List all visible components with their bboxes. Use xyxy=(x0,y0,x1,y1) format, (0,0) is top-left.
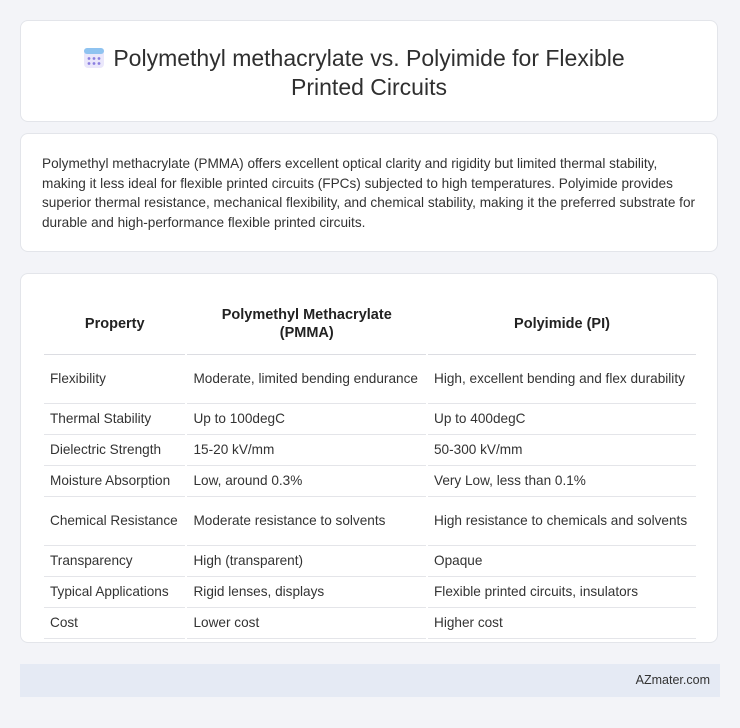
summary-text: Polymethyl methacrylate (PMMA) offers excellent optical clarity and rigidity but limited thermal stability, making it less ideal for flexible printed circuits (FPCs) subjected to high temperatures. Polyimide provides superior thermal resistance, mechanical flexibility, and chemical stability, making it the preferred substrate for durable and high-performance flexible printed circuits. xyxy=(42,156,696,230)
cell-pmma: Low, around 0.3% xyxy=(187,466,426,497)
cell-property: Chemical Resistance xyxy=(44,497,185,546)
cell-pi: Opaque xyxy=(428,546,696,577)
table-row xyxy=(44,577,696,608)
comparison-table xyxy=(42,294,698,639)
cell-pi: Very Low, less than 0.1% xyxy=(428,466,696,497)
cell-pi: Higher cost xyxy=(428,608,696,639)
page-title-line-1: Polymethyl methacrylate vs. Polyimide for Flexible xyxy=(113,45,625,71)
cell-property: Cost xyxy=(44,608,185,639)
table-row xyxy=(44,435,696,466)
cell-pi: High resistance to chemicals and solvents xyxy=(428,497,696,546)
cell-pi: High, excellent bending and flex durability xyxy=(428,355,696,404)
cell-pmma: Up to 100degC xyxy=(187,404,426,435)
page-title xyxy=(21,44,717,102)
table-header-row xyxy=(44,294,696,355)
cell-property: Flexibility xyxy=(44,355,185,404)
summary-card xyxy=(20,133,718,252)
footer-bar xyxy=(20,664,720,697)
cell-pi: Flexible printed circuits, insulators xyxy=(428,577,696,608)
table-row xyxy=(44,466,696,497)
title-card xyxy=(20,20,718,122)
cell-pmma: High (transparent) xyxy=(187,546,426,577)
cell-pmma: Moderate, limited bending endurance xyxy=(187,355,426,404)
cell-property: Moisture Absorption xyxy=(44,466,185,497)
comparison-card xyxy=(20,273,718,643)
header-pi: Polyimide (PI) xyxy=(428,294,696,355)
cell-pi: 50-300 kV/mm xyxy=(428,435,696,466)
footer-site-link[interactable]: AZmater.com xyxy=(635,673,710,687)
header-pmma: Polymethyl Methacrylate (PMMA) xyxy=(187,294,426,355)
table-row xyxy=(44,355,696,404)
table-row xyxy=(44,608,696,639)
table-row xyxy=(44,497,696,546)
cell-property: Transparency xyxy=(44,546,185,577)
header-property: Property xyxy=(44,294,185,355)
page-title-line-2: Printed Circuits xyxy=(291,74,447,100)
cell-property: Dielectric Strength xyxy=(44,435,185,466)
cell-pmma: Lower cost xyxy=(187,608,426,639)
cell-pmma: 15-20 kV/mm xyxy=(187,435,426,466)
cell-pi: Up to 400degC xyxy=(428,404,696,435)
cell-property: Typical Applications xyxy=(44,577,185,608)
table-row xyxy=(44,404,696,435)
cell-property: Thermal Stability xyxy=(44,404,185,435)
cell-pmma: Rigid lenses, displays xyxy=(187,577,426,608)
cell-pmma: Moderate resistance to solvents xyxy=(187,497,426,546)
table-row xyxy=(44,546,696,577)
